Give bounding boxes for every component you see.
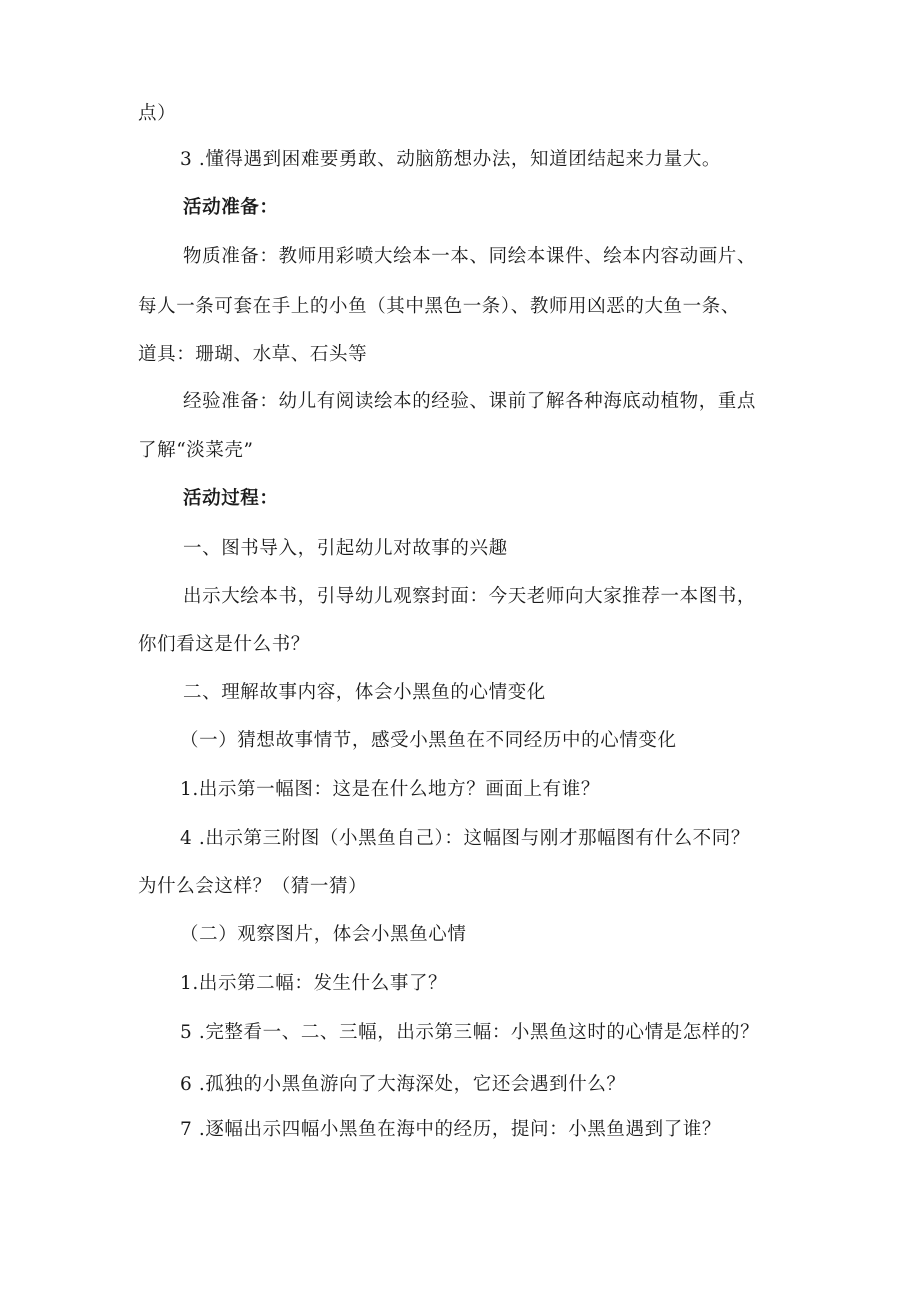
section-heading-preparation: 活动准备： [183,197,279,218]
text-line: 了解“淡菜壳” [138,440,254,461]
step-heading-1: 一、图书导入，引起幼儿对故事的兴趣 [183,538,508,559]
list-item: 1.出示第一幅图：这是在什么地方？画面上有谁？ [180,779,600,800]
step-heading-2: 二、理解故事内容，体会小黑鱼的心情变化 [183,682,546,703]
list-item: 4 .出示第三附图（小黑鱼自己）：这幅图与刚才那幅图有什么不同？ [180,828,750,849]
text-line: 物质准备：教师用彩喷大绘本一本、同绘本课件、绘本内容动画片、 [183,246,757,267]
list-item: 6 .孤独的小黑鱼游向了大海深处，它还会遇到什么？ [180,1074,626,1095]
section-heading-process: 活动过程： [183,488,279,509]
text-line: 经验准备：幼儿有阅读绘本的经验、课前了解各种海底动植物，重点 [183,391,757,412]
text-line: 道具：珊瑚、水草、石头等 [138,344,368,365]
text-line: 点） [138,103,177,124]
sub-step-heading: （一）猜想故事情节，感受小黑鱼在不同经历中的心情变化 [180,730,677,751]
sub-step-heading: （二）观察图片，体会小黑鱼心情 [180,924,467,945]
text-line: 出示大绘本书，引导幼儿观察封面：今天老师向大家推荐一本图书， [183,586,757,607]
list-item: 5 .完整看一、二、三幅，出示第三幅：小黑鱼这时的心情是怎样的？ [180,1022,760,1043]
list-item: 1.出示第二幅：发生什么事了？ [180,973,448,994]
objective-item-3: 3 .懂得遇到困难要勇敢、动脑筋想办法，知道团结起来力量大。 [180,149,722,170]
text-line: 你们看这是什么书？ [138,634,310,655]
list-item: 7 .逐幅出示四幅小黑鱼在海中的经历，提问：小黑鱼遇到了谁？ [180,1119,722,1140]
text-line: 每人一条可套在手上的小鱼（其中黑色一条）、教师用凶恶的大鱼一条、 [138,296,740,317]
text-line: 为什么会这样？（猜一猜） [138,876,368,897]
